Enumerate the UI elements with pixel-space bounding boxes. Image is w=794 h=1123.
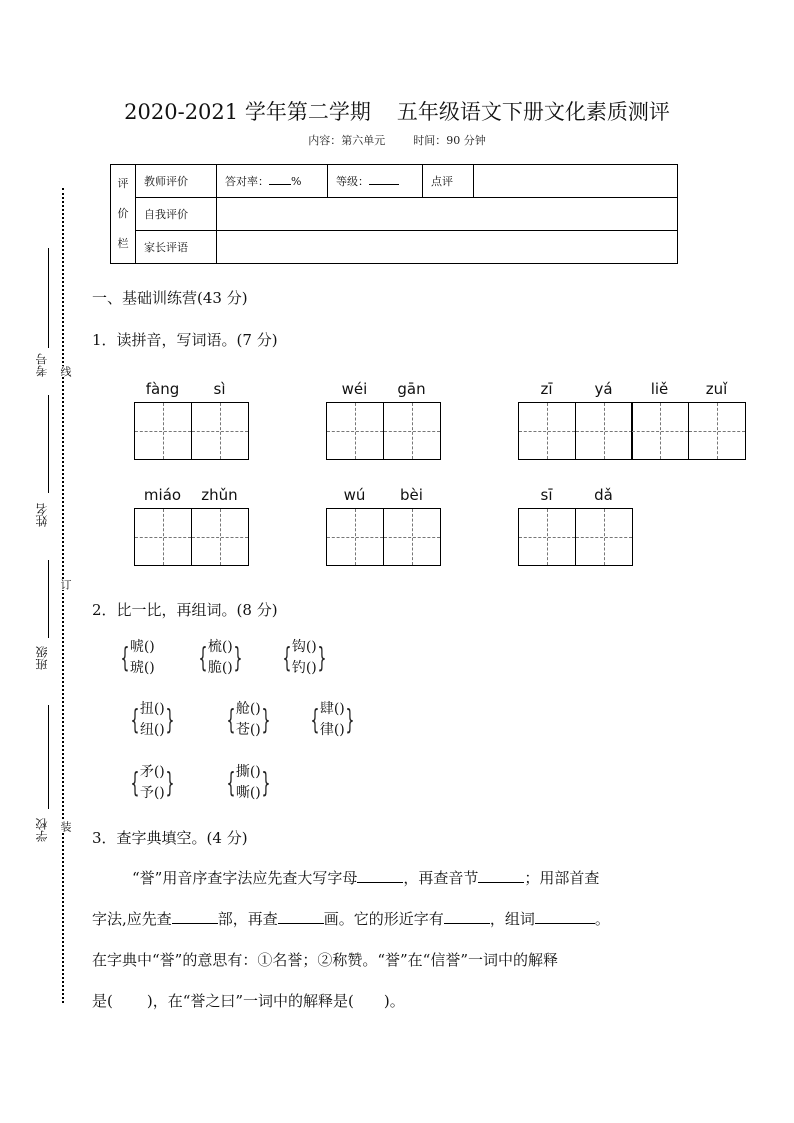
writing-box[interactable] bbox=[518, 402, 576, 460]
writing-box[interactable] bbox=[631, 402, 689, 460]
question-3-title: 3．查字典填空。(4 分) bbox=[92, 829, 248, 847]
page-title bbox=[0, 96, 794, 126]
comment-label: 点评 bbox=[423, 165, 474, 198]
char-pair: { 扭() 纽() } bbox=[130, 701, 175, 738]
writing-box[interactable] bbox=[688, 402, 746, 460]
pinyin-group-1: fàng sì bbox=[134, 380, 249, 460]
right-brace: } bbox=[233, 641, 243, 674]
right-brace: } bbox=[165, 766, 175, 799]
question-3-line-4: 是( )，在“誉之曰”一词中的解释是( )。 bbox=[92, 992, 405, 1010]
right-brace: } bbox=[261, 703, 271, 736]
school-line[interactable] bbox=[48, 705, 49, 809]
question-1-title: 1．读拼音，写词语。(7 分) bbox=[92, 331, 278, 349]
self-eval-label: 自我评价 bbox=[136, 198, 217, 231]
answer-blank[interactable] bbox=[478, 868, 524, 883]
class-line[interactable] bbox=[48, 560, 49, 638]
writing-box[interactable] bbox=[326, 508, 384, 566]
right-brace: } bbox=[317, 641, 327, 674]
writing-box[interactable] bbox=[134, 508, 192, 566]
char-pair: { 矛() 予() } bbox=[130, 764, 175, 801]
pinyin-group-4: miáo zhǔn bbox=[134, 486, 249, 566]
writing-box[interactable] bbox=[191, 402, 249, 460]
pinyin-group-6: sī dǎ bbox=[518, 486, 633, 566]
grade-cell[interactable]: 等级： bbox=[328, 165, 423, 198]
section-title: 一、基础训练营(43 分) bbox=[92, 289, 248, 307]
right-brace: } bbox=[345, 703, 355, 736]
char-pair: { 梳() 脆() } bbox=[198, 639, 243, 676]
writing-box[interactable] bbox=[518, 508, 576, 566]
exam-no-line[interactable] bbox=[48, 248, 49, 348]
question-3-line-3: 在字典中“誉”的意思有：①名誉；②称赞。“誉”在“信誉”一词中的解释 bbox=[92, 951, 559, 969]
question-2-title: 2．比一比，再组词。(8 分) bbox=[92, 601, 278, 619]
binding-dotted-line bbox=[62, 188, 64, 1003]
title-exam: 五年级语文下册文化素质测评 bbox=[396, 100, 670, 124]
char-pair: { 舱() 苍() } bbox=[226, 701, 271, 738]
line-mark: 线 bbox=[59, 366, 72, 377]
answer-blank[interactable] bbox=[535, 909, 595, 924]
char-pair: { 钩() 钓() } bbox=[282, 639, 327, 676]
exam-no-label: 考号 bbox=[35, 353, 49, 377]
left-brace: { bbox=[130, 703, 140, 736]
seal-mark: 装 bbox=[59, 821, 72, 832]
left-brace: { bbox=[198, 641, 208, 674]
writing-box[interactable] bbox=[191, 508, 249, 566]
parent-comment-label: 家长评语 bbox=[136, 231, 217, 264]
left-brace: { bbox=[130, 766, 140, 799]
left-brace: { bbox=[226, 766, 236, 799]
right-brace: } bbox=[165, 703, 175, 736]
char-pair: { 撕() 嘶() } bbox=[226, 764, 271, 801]
bind-mark: 订 bbox=[59, 579, 72, 590]
left-brace: { bbox=[282, 641, 292, 674]
writing-box[interactable] bbox=[326, 402, 384, 460]
char-pair: { 肆() 律() } bbox=[310, 701, 355, 738]
left-brace: { bbox=[226, 703, 236, 736]
grade-blank[interactable] bbox=[369, 174, 399, 185]
content-label: 内容：第六单元 bbox=[308, 134, 386, 147]
writing-box[interactable] bbox=[383, 508, 441, 566]
teacher-eval-label: 教师评价 bbox=[136, 165, 217, 198]
left-brace: { bbox=[120, 641, 130, 674]
name-line[interactable] bbox=[48, 395, 49, 493]
answer-blank[interactable] bbox=[357, 868, 403, 883]
char-pair: { 唬() 琥() bbox=[120, 639, 155, 676]
class-label: 班级 bbox=[35, 646, 49, 670]
answer-blank[interactable] bbox=[444, 909, 490, 924]
school-label: 学校 bbox=[35, 818, 49, 842]
writing-box[interactable] bbox=[575, 508, 633, 566]
evaluation-table bbox=[110, 164, 678, 264]
right-brace: } bbox=[261, 766, 271, 799]
parent-comment-field[interactable] bbox=[217, 231, 678, 264]
writing-box[interactable] bbox=[134, 402, 192, 460]
writing-box[interactable] bbox=[575, 402, 633, 460]
comment-field[interactable] bbox=[474, 165, 678, 198]
pinyin-group-3: zī yá liě zuǐ bbox=[518, 380, 746, 460]
question-3-line-1: “誉”用音序查字法应先查大写字母 ，再查音节 ；用部首查 bbox=[132, 869, 600, 887]
subtitle bbox=[0, 132, 794, 148]
writing-box[interactable] bbox=[383, 402, 441, 460]
eval-row-header: 评 价 栏 bbox=[111, 165, 136, 264]
time-label: 时间：90 分钟 bbox=[413, 134, 486, 147]
pinyin-group-2: wéi gān bbox=[326, 380, 441, 460]
left-brace: { bbox=[310, 703, 320, 736]
self-eval-field[interactable] bbox=[217, 198, 678, 231]
accuracy-cell[interactable]: 答对率： % bbox=[217, 165, 328, 198]
question-3-line-2: 字法,应先查 部，再查 画。它的形近字有 ，组词 。 bbox=[92, 910, 610, 928]
accuracy-blank[interactable] bbox=[269, 174, 291, 185]
name-label: 姓名 bbox=[35, 503, 49, 527]
answer-blank[interactable] bbox=[278, 909, 324, 924]
title-term: 2020-2021 学年第二学期 bbox=[124, 100, 371, 124]
answer-blank[interactable] bbox=[172, 909, 218, 924]
pinyin-group-5: wú bèi bbox=[326, 486, 441, 566]
